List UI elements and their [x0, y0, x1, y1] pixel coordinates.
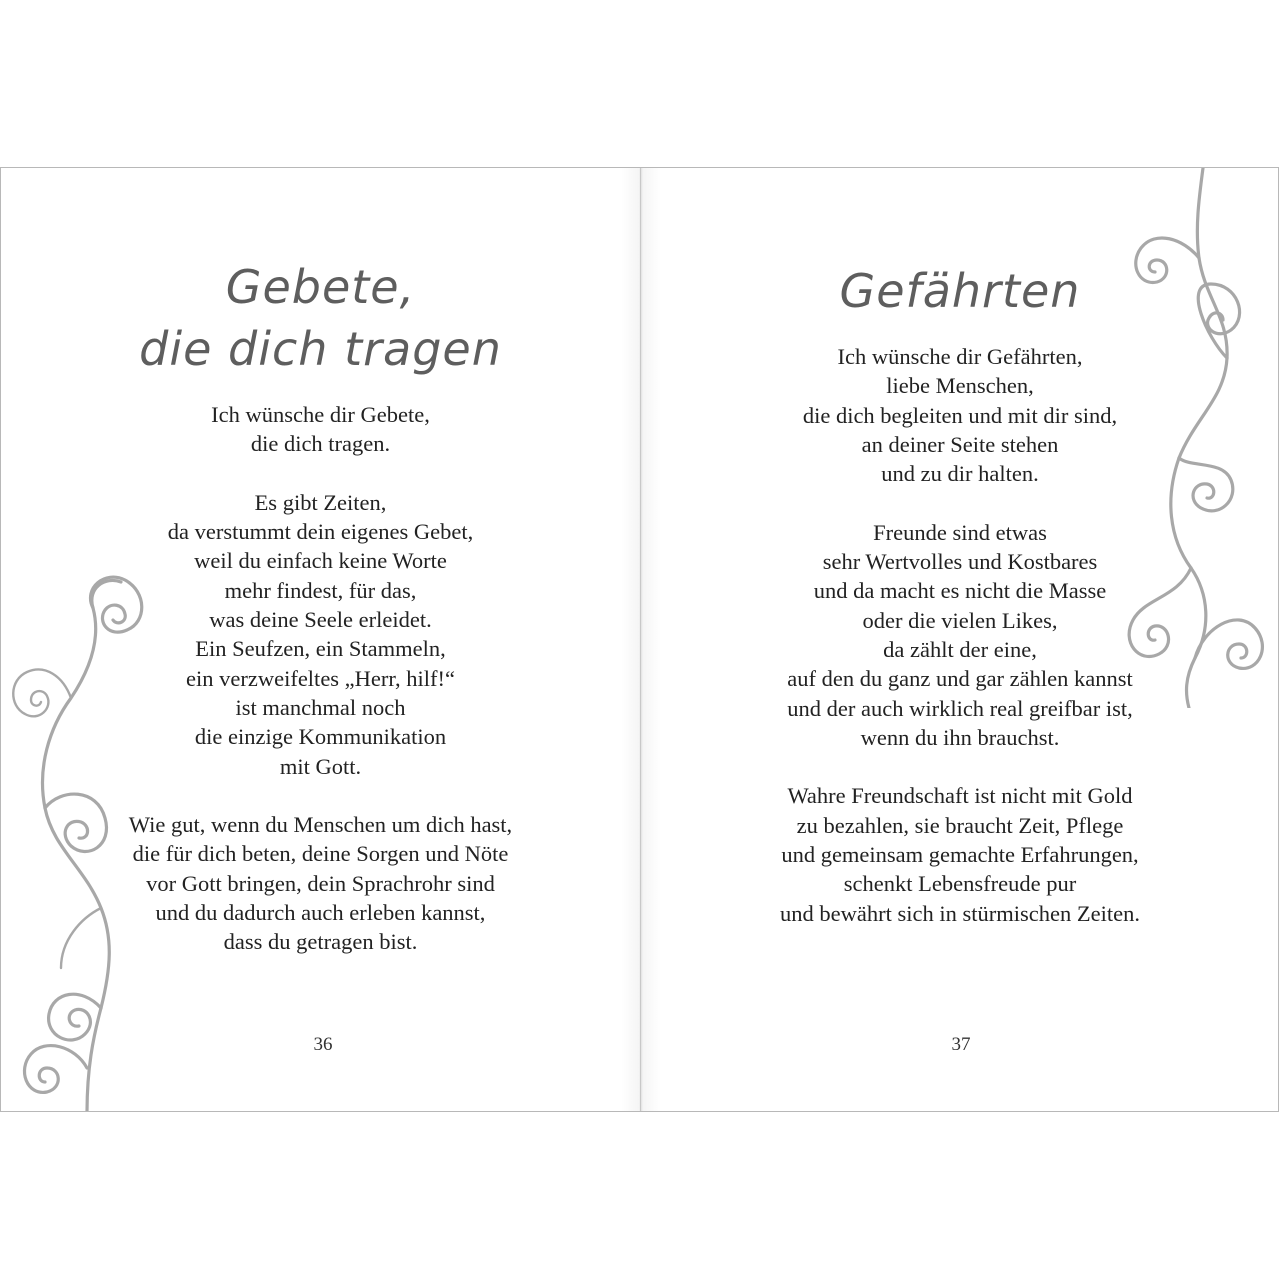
page-number-right: 37 — [951, 1034, 971, 1055]
text-line: Es gibt Zeiten, — [254, 489, 387, 515]
text-line: und der auch wirklich real greifbar ist, — [787, 695, 1133, 721]
poem-text-right — [641, 342, 1279, 957]
text-line: Ich wünsche dir Gefährten, — [837, 344, 1083, 369]
text-line: an deiner Seite stehen — [861, 431, 1059, 457]
text-line: und zu dir halten. — [881, 461, 1039, 487]
text-line: ein verzweifeltes „Herr, hilf!“ — [186, 665, 455, 691]
text-line: die für dich beten, deine Sorgen und Nöte — [132, 841, 509, 867]
text-line: wenn du ihn brauchst. — [860, 724, 1060, 750]
page-title-right — [641, 260, 1279, 322]
text-line: vor Gott bringen, dein Sprachrohr sind — [146, 870, 495, 896]
text-line: die einzige Kommunikation — [194, 724, 447, 750]
text-line: die dich tragen. — [250, 431, 391, 457]
text-line: sehr Wertvolles und Kostbares — [822, 549, 1098, 575]
poem-text-left — [1, 400, 640, 986]
page-title-left — [1, 256, 640, 380]
text-line: was deine Seele erleidet. — [209, 607, 432, 633]
text-line: oder die vielen Likes, — [862, 607, 1058, 633]
stanza — [641, 342, 1279, 488]
text-line: und du dadurch auch erleben kannst, — [155, 900, 486, 926]
text-line: weil du einfach keine Worte — [194, 548, 447, 574]
text-line: da zählt der eine, — [883, 636, 1037, 662]
text-line: dass du getragen bist. — [223, 929, 418, 955]
stanza — [1, 488, 640, 781]
text-line: und da macht es nicht die Masse — [813, 578, 1107, 604]
text-line: da verstummt dein eigenes Gebet, — [167, 519, 474, 545]
title-line: Gebete, — [225, 260, 416, 314]
stanza — [1, 400, 640, 459]
text-line: Ein Seufzen, ein Stammeln, — [195, 636, 446, 662]
title-line: Gefährten — [839, 264, 1081, 318]
text-line: Wahre Freundschaft ist nicht mit Gold — [787, 783, 1133, 809]
page-number-left: 36 — [313, 1034, 333, 1055]
text-line: und gemeinsam gemachte Erfahrungen, — [781, 842, 1139, 868]
text-line: zu bezahlen, sie braucht Zeit, Pflege — [796, 812, 1124, 838]
text-line: Ich wünsche dir Gebete, — [211, 402, 430, 427]
right-page — [641, 168, 1279, 1111]
stanza — [641, 781, 1279, 927]
left-page — [1, 168, 640, 1111]
text-line: die dich begleiten und mit dir sind, — [802, 402, 1118, 428]
text-line: und bewährt sich in stürmischen Zeiten. — [780, 900, 1140, 926]
stanza — [641, 518, 1279, 752]
text-line: schenkt Lebensfreude pur — [843, 871, 1077, 897]
stanza — [1, 810, 640, 956]
text-line: liebe Menschen, — [886, 373, 1034, 399]
text-line: ist manchmal noch — [235, 694, 406, 720]
text-line: mit Gott. — [279, 753, 362, 779]
text-line: auf den du ganz und gar zählen kannst — [787, 666, 1133, 692]
text-line: mehr findest, für das, — [224, 577, 417, 603]
text-line: Freunde sind etwas — [873, 519, 1047, 545]
title-line: die dich tragen — [139, 322, 502, 376]
book-spread — [0, 167, 1279, 1112]
text-line: Wie gut, wenn du Menschen um dich hast, — [128, 812, 513, 838]
